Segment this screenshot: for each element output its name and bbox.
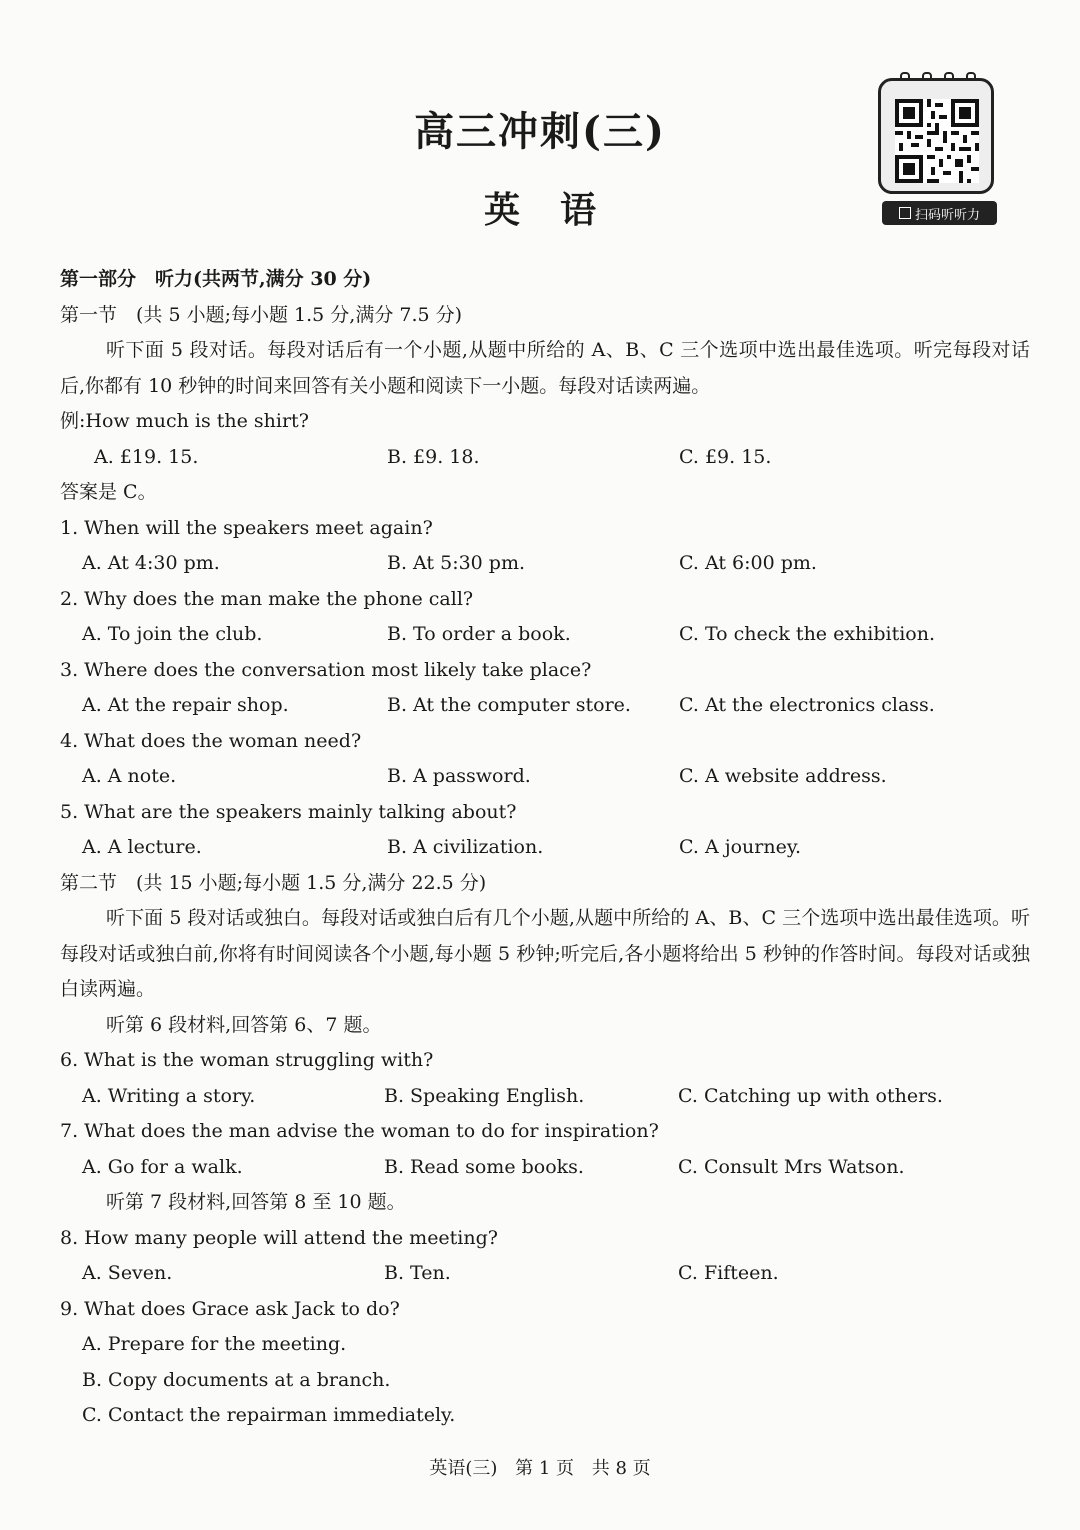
part1-heading: 第一部分 听力(共两节,满分 30 分) bbox=[60, 268, 372, 290]
option-b: B. To order a book. bbox=[387, 623, 571, 645]
footer-page-number: 第 1 页 bbox=[515, 1458, 575, 1479]
scan-icon bbox=[899, 207, 911, 219]
option-c: C. Consult Mrs Watson. bbox=[678, 1155, 905, 1178]
option-c: C. A website address. bbox=[679, 765, 887, 787]
page-footer bbox=[0, 1454, 1080, 1480]
option-b: B. Read some books. bbox=[384, 1155, 584, 1178]
option-a: A. A lecture. bbox=[82, 836, 202, 858]
option-c: C. Catching up with others. bbox=[678, 1084, 943, 1107]
qr-code-icon[interactable] bbox=[895, 99, 979, 183]
example-question: 例:How much is the shirt? bbox=[60, 410, 309, 432]
option-a: A. At 4:30 pm. bbox=[82, 552, 220, 574]
qr-label[interactable] bbox=[882, 201, 997, 225]
option-b: B. A civilization. bbox=[387, 836, 544, 858]
question-4-options bbox=[60, 759, 1030, 795]
option-c: C. At the electronics class. bbox=[679, 694, 935, 716]
question-2: 2. Why does the man make the phone call? bbox=[60, 587, 474, 610]
option-b: B. Speaking English. bbox=[384, 1084, 585, 1107]
question-3-options bbox=[60, 688, 1030, 724]
option-a: A. £19. 15. bbox=[94, 445, 199, 468]
option-c: C. Fifteen. bbox=[678, 1262, 779, 1284]
option-b: B. Copy documents at a branch. bbox=[82, 1368, 391, 1391]
option-c: C. Contact the repairman immediately. bbox=[82, 1404, 456, 1426]
material-7-note: 听第 7 段材料,回答第 8 至 10 题。 bbox=[106, 1191, 406, 1213]
section2-instructions: 听下面 5 段对话或独白。每段对话或独白后有几个小题,从题中所给的 A、B、C 三个选项中选出最佳选项。听每段对话或独白前,你将有时间阅读各个小题,每小题 5 秒钟;听完后,各小题将给出 5 秒钟的作答时间。每段对话或独白读两遍。 bbox=[60, 907, 1030, 1000]
option-c: C. To check the exhibition. bbox=[679, 623, 936, 645]
footer-total-pages: 共 8 页 bbox=[591, 1458, 651, 1479]
option-b: B. £9. 18. bbox=[387, 445, 480, 468]
example-answer: 答案是 C。 bbox=[60, 481, 157, 503]
option-a: A. To join the club. bbox=[82, 623, 263, 645]
option-a: A. Prepare for the meeting. bbox=[82, 1333, 347, 1355]
exam-title: 高三冲刺(三) bbox=[414, 108, 666, 155]
option-b: B. A password. bbox=[387, 765, 531, 787]
option-b: B. At the computer store. bbox=[387, 694, 631, 716]
question-2-options bbox=[60, 617, 1030, 653]
section1-instructions: 听下面 5 段对话。每段对话后有一个小题,从题中所给的 A、B、C 三个选项中选出最佳选项。听完每段对话后,你都有 10 秒钟的时间来回答有关小题和阅读下一小题。每段对话读两遍。 bbox=[60, 339, 1030, 397]
question-1-options bbox=[60, 546, 1030, 582]
option-c: C. £9. 15. bbox=[679, 445, 772, 468]
exam-content bbox=[60, 262, 1030, 1434]
question-3: 3. Where does the conversation most likely take place? bbox=[60, 658, 592, 681]
qr-code-panel bbox=[878, 72, 998, 196]
question-5: 5. What are the speakers mainly talking about? bbox=[60, 800, 517, 823]
question-5-options bbox=[60, 830, 1030, 866]
section1-heading: 第一节 (共 5 小题;每小题 1.5 分,满分 7.5 分) bbox=[60, 303, 463, 326]
section2-heading: 第二节 (共 15 小题;每小题 1.5 分,满分 22.5 分) bbox=[60, 871, 487, 894]
option-c: C. At 6:00 pm. bbox=[679, 552, 817, 574]
question-6: 6. What is the woman struggling with? bbox=[60, 1049, 434, 1071]
option-a: A. At the repair shop. bbox=[82, 694, 289, 716]
exam-subject: 英语 bbox=[483, 189, 636, 231]
option-c: C. A journey. bbox=[679, 836, 802, 858]
qr-label-text: 扫码听听力 bbox=[914, 207, 980, 223]
question-4: 4. What does the woman need? bbox=[60, 729, 362, 752]
option-b: B. Ten. bbox=[384, 1262, 451, 1284]
question-8: 8. How many people will attend the meeting? bbox=[60, 1226, 498, 1249]
question-7: 7. What does the man advise the woman to do for inspiration? bbox=[60, 1120, 659, 1142]
question-9: 9. What does Grace ask Jack to do? bbox=[60, 1297, 400, 1320]
option-a: A. A note. bbox=[82, 765, 177, 787]
question-6-options bbox=[60, 1079, 1030, 1115]
material-6-note: 听第 6 段材料,回答第 6、7 题。 bbox=[106, 1013, 382, 1036]
option-a: A. Writing a story. bbox=[82, 1084, 256, 1107]
example-options bbox=[60, 440, 1030, 476]
option-b: B. At 5:30 pm. bbox=[387, 552, 526, 574]
question-1: 1. When will the speakers meet again? bbox=[60, 516, 433, 539]
question-8-options bbox=[60, 1256, 1030, 1292]
qr-frame bbox=[878, 78, 994, 194]
footer-subject: 英语(三) bbox=[429, 1458, 498, 1479]
option-a: A. Go for a walk. bbox=[82, 1155, 243, 1178]
question-7-options bbox=[60, 1150, 1030, 1186]
option-a: A. Seven. bbox=[82, 1262, 173, 1284]
